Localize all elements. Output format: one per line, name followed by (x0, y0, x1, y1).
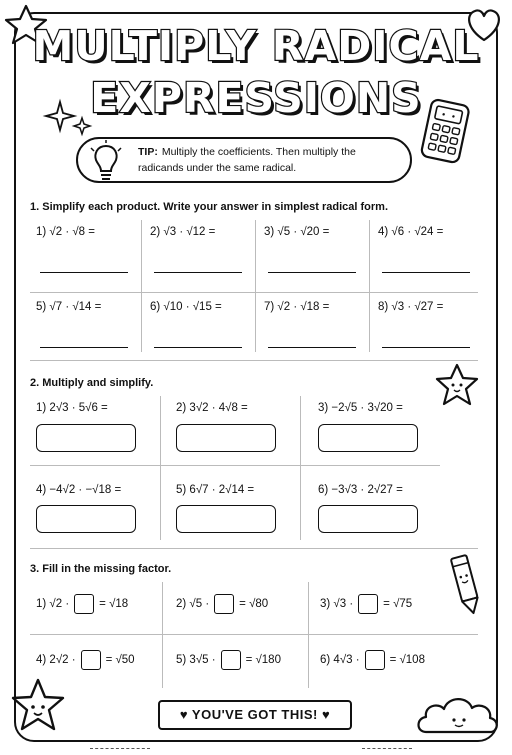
section-3-heading: 3. Fill in the missing factor. (30, 563, 172, 575)
divider (255, 220, 256, 352)
missing-factor-box[interactable] (74, 594, 94, 614)
problem-2-6: 6) −3√3 · 2√27 = (318, 484, 403, 496)
answer-line[interactable] (382, 272, 470, 273)
problem-3-4 (36, 650, 135, 670)
divider (162, 582, 163, 688)
missing-factor-box[interactable] (214, 594, 234, 614)
missing-factor-box[interactable] (221, 650, 241, 670)
problem-2-2: 2) 3√2 · 4√8 = (176, 402, 248, 414)
problem-1-2: 2) √3 · √12 = (150, 226, 216, 238)
tip-label: TIP: (138, 146, 158, 158)
problem-3-6 (320, 650, 425, 670)
divider (160, 396, 161, 540)
problem-3-2-right: = √80 (239, 598, 269, 611)
problem-3-2 (176, 594, 268, 614)
problem-3-5-left: 5) 3√5 · (176, 654, 216, 667)
cloud-icon (412, 684, 504, 740)
answer-box[interactable] (36, 505, 136, 533)
problem-3-1-left: 1) √2 · (36, 598, 70, 611)
answer-box[interactable] (318, 424, 418, 452)
problem-2-3: 3) −2√5 · 3√20 = (318, 402, 403, 414)
missing-factor-box[interactable] (81, 650, 101, 670)
problem-3-1-right: = √18 (99, 598, 129, 611)
divider (30, 465, 440, 466)
problem-3-1 (36, 594, 128, 614)
problem-1-7: 7) √2 · √18 = (264, 301, 330, 313)
problem-3-6-right: = √108 (389, 654, 425, 667)
tip-text: Multiply the coefficients. Then multiply the radicands under the same radical. (138, 146, 356, 174)
page-title: MULTIPLY RADICAL (32, 22, 480, 70)
problem-3-6-left: 6) 4√3 · (320, 654, 360, 667)
problem-3-3 (320, 594, 412, 614)
divider (30, 360, 478, 361)
tip-box (76, 137, 412, 183)
divider (90, 748, 150, 749)
problem-1-8: 8) √3 · √27 = (378, 301, 444, 313)
problem-1-4: 4) √6 · √24 = (378, 226, 444, 238)
answer-line[interactable] (268, 347, 356, 348)
problem-3-3-left: 3) √3 · (320, 598, 354, 611)
problem-3-4-left: 4) 2√2 · (36, 654, 76, 667)
answer-box[interactable] (318, 505, 418, 533)
answer-line[interactable] (40, 347, 128, 348)
answer-line[interactable] (268, 272, 356, 273)
problem-1-3: 3) √5 · √20 = (264, 226, 330, 238)
answer-line[interactable] (154, 347, 242, 348)
divider (300, 396, 301, 540)
section-2-heading: 2. Multiply and simplify. (30, 377, 154, 389)
problem-2-4: 4) −4√2 · −√18 = (36, 484, 122, 496)
problem-3-2-left: 2) √5 · (176, 598, 210, 611)
divider (308, 582, 309, 688)
pencil-icon (448, 550, 484, 620)
answer-box[interactable] (176, 424, 276, 452)
answer-box[interactable] (176, 505, 276, 533)
divider (30, 634, 478, 635)
problem-1-5: 5) √7 · √14 = (36, 301, 102, 313)
answer-box[interactable] (36, 424, 136, 452)
page-title-line-2: EXPRESSIONS (90, 74, 422, 122)
problem-2-5: 5) 6√7 · 2√14 = (176, 484, 255, 496)
section-1-heading: 1. Simplify each product. Write your answer in simplest radical form. (30, 201, 389, 213)
missing-factor-box[interactable] (365, 650, 385, 670)
problem-3-3-right: = √75 (383, 598, 413, 611)
problem-2-1: 1) 2√3 · 5√6 = (36, 402, 108, 414)
problem-3-5-right: = √180 (245, 654, 281, 667)
divider (362, 748, 412, 749)
smiling-star-icon (6, 676, 70, 738)
missing-factor-box[interactable] (358, 594, 378, 614)
problem-1-6: 6) √10 · √15 = (150, 301, 222, 313)
answer-line[interactable] (154, 272, 242, 273)
divider (30, 548, 478, 549)
problem-1-1: 1) √2 · √8 = (36, 226, 95, 238)
divider (30, 292, 478, 293)
divider (369, 220, 370, 352)
encouragement-banner: ♥ YOU'VE GOT THIS! ♥ (158, 700, 352, 730)
answer-line[interactable] (382, 347, 470, 348)
smiling-star-icon (432, 362, 482, 410)
problem-3-5 (176, 650, 281, 670)
problem-3-4-right: = √50 (105, 654, 135, 667)
divider (141, 220, 142, 352)
answer-line[interactable] (40, 272, 128, 273)
